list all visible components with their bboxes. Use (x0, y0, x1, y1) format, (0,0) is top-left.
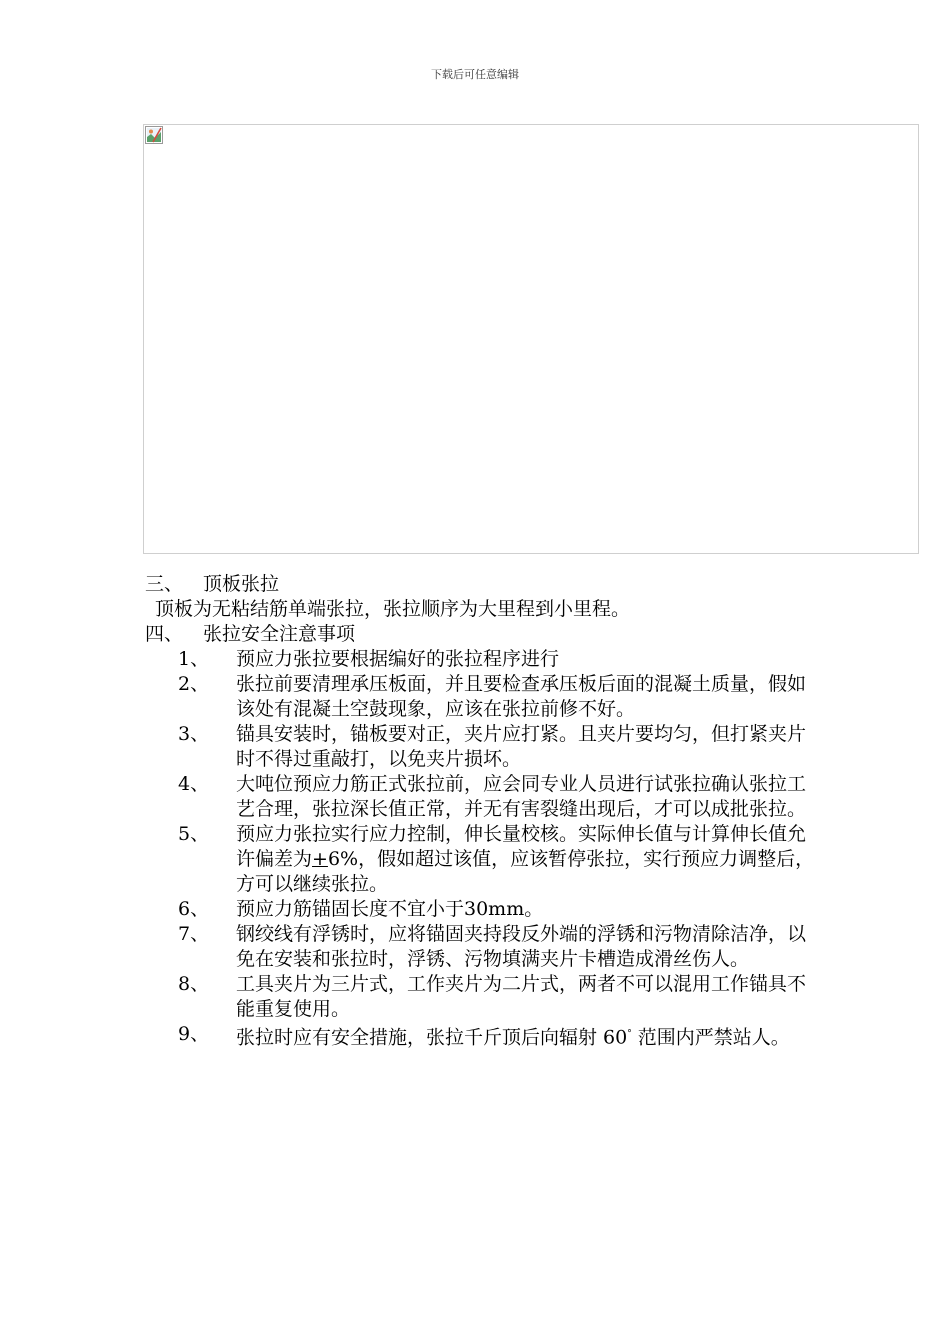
item-text (236, 822, 821, 897)
item-number: 6、 (178, 898, 210, 920)
item-text: 钢绞线有浮锈时，应将锚固夹持段反外端的浮锈和污物清除洁净，以免在安装和张拉时，浮锈、污物填满夹片卡槽造成滑丝伤人。 (236, 923, 807, 970)
list-item-9 (145, 1022, 845, 1050)
item-number: 2、 (178, 673, 210, 695)
item-text: 大吨位预应力筋正式张拉前，应会同专业人员进行试张拉确认张拉工艺合理，张拉深长值正常，并无有害裂缝出现后，才可以成批张拉。 (236, 773, 807, 820)
item-text: 预应力张拉要根据编好的张拉程序进行 (236, 648, 560, 670)
plus-minus-sign: + (312, 848, 328, 870)
degree-sign: ° (627, 1029, 632, 1039)
list-item-3 (145, 722, 845, 772)
page-header: 下载后可任意编辑 (431, 68, 519, 81)
figure-placeholder (143, 124, 919, 554)
item-text: 工具夹片为三片式，工作夹片为二片式，两者不可以混用工作锚具不能重复使用。 (236, 973, 807, 1020)
item-text-part: 张拉时应有安全措施，张拉千斤顶后向辐射 60 (236, 1026, 628, 1049)
list-item-7 (145, 922, 845, 972)
section-paragraph: 顶板为无粘结筋单端张拉，张拉顺序为大里程到小里程。 (155, 598, 631, 620)
item-number: 8、 (178, 973, 210, 995)
section-number: 四、 (145, 623, 184, 645)
list-item-2 (145, 672, 845, 722)
item-text-part: 范围内严禁站人。 (637, 1026, 790, 1049)
section-title: 张拉安全注意事项 (203, 623, 356, 645)
section-number: 三、 (145, 573, 184, 595)
list-item-4 (145, 772, 845, 822)
item-number: 9、 (178, 1023, 210, 1045)
section-heading-4 (145, 622, 845, 647)
item-text: 预应力筋锚固长度不宜小于30mm。 (236, 898, 544, 920)
item-text-part: 6%，假如超过该值，应该暂停张拉，实行预应力调整后，方可以继续张拉。 (236, 848, 815, 895)
broken-image-icon (145, 126, 163, 144)
section-heading-3 (145, 572, 845, 597)
item-text-part: 预应力张拉实行应力控制，伸长量校核。实际伸长值与计算伸长值允许偏差为 (236, 823, 807, 870)
item-text: 锚具安装时，锚板要对正，夹片应打紧。且夹片要均匀，但打紧夹片时不得过重敲打，以免夹片损坏。 (236, 723, 807, 770)
item-number: 7、 (178, 923, 210, 945)
section-title: 顶板张拉 (203, 573, 280, 595)
list-item-5 (145, 822, 845, 897)
list-item-8 (145, 972, 845, 1022)
item-text: 张拉前要清理承压板面，并且要检查承压板后面的混凝土质量，假如该处有混凝土空鼓现象，应该在张拉前修不好。 (236, 673, 807, 720)
safety-list (145, 647, 845, 1050)
list-item-1 (145, 647, 845, 672)
item-number: 4、 (178, 773, 210, 795)
item-number: 5、 (178, 823, 210, 845)
document-body (145, 572, 845, 1050)
item-text (236, 1022, 821, 1050)
item-number: 1、 (178, 648, 210, 670)
item-number: 3、 (178, 723, 210, 745)
list-item-6 (145, 897, 845, 922)
